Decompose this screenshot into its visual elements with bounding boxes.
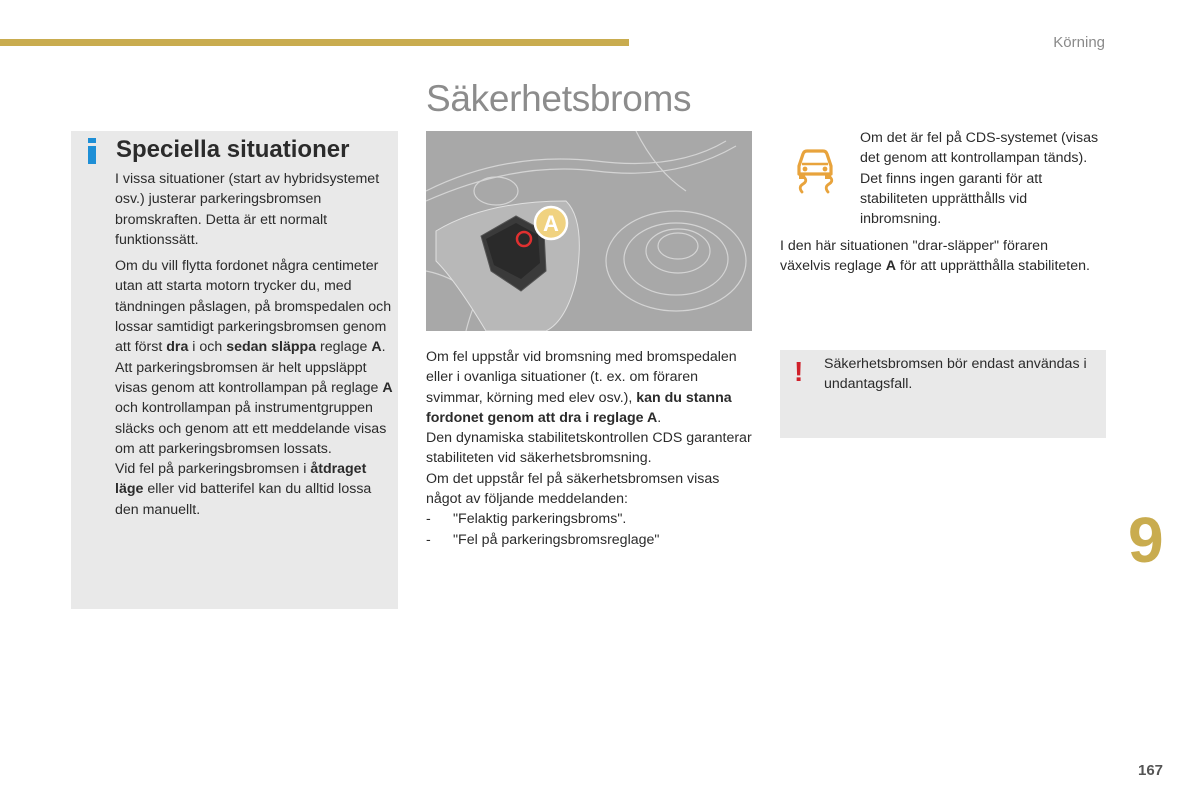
- page-number: 167: [1138, 762, 1164, 779]
- console-photo: [426, 131, 752, 331]
- bold-run: åtdraget läge: [115, 461, 367, 498]
- right-paragraph: [780, 236, 1100, 277]
- text-run: I den här situationen "drar-släpper" föraren växelvis reglage: [780, 238, 1048, 275]
- cds-paragraph: [860, 128, 1110, 229]
- list-dash: -: [426, 511, 431, 528]
- info-body: [115, 169, 395, 520]
- warning-icon: !: [794, 356, 804, 387]
- bold-run: kan du stanna fordonet genom att dra i reglage A: [426, 389, 732, 426]
- list-text: "Felaktig parkeringsbroms".: [453, 511, 627, 528]
- text-run: . Att parkeringsbromsen är helt uppsläppt visas genom att kontrollampan på reglage: [115, 339, 386, 396]
- page-title: Säkerhetsbroms: [426, 78, 692, 119]
- parking-brake-illustration: [426, 131, 752, 331]
- info-paragraph: [115, 256, 395, 459]
- text-run: och kontrollampan på instrumentgruppen släcks och genom att ett meddelande visas om att parkeringsbromsen lossats.: [115, 400, 387, 457]
- list-text: "Fel på parkeringsbromsreglage": [453, 531, 660, 548]
- warning-box: [780, 350, 1106, 438]
- text-run: Om fel uppstår vid bromsning med bromspedalen eller i ovanliga situationer (t. ex. om föraren svimmar, körning med elev osv.),: [426, 349, 737, 406]
- text-run: reglage: [316, 339, 372, 356]
- bold-run: A: [371, 339, 382, 356]
- middle-paragraph: Om det uppstår fel på säkerhetsbromsen visas något av följande meddelanden:: [426, 470, 720, 508]
- skid-warning-icon: [787, 140, 843, 196]
- text-run: Om du vill flytta fordonet några centimeter utan att starta motorn trycker du, med tändningen påslagen, på bromspedalen och lossar samtidigt parkeringsbromsen genom att först: [115, 258, 392, 356]
- middle-paragraph: Den dynamiska stabilitetskontrollen CDS garanterar stabiliteten vid säkerhetsbromsning.: [426, 430, 752, 467]
- info-box: [71, 131, 398, 609]
- list-item: [426, 509, 756, 529]
- list-item: [426, 530, 756, 550]
- text-run: .: [657, 409, 662, 426]
- chapter-number: 9: [1128, 504, 1164, 576]
- section-label: Körning: [1053, 34, 1105, 51]
- info-paragraph: [115, 459, 395, 520]
- bold-run: A: [885, 258, 896, 275]
- bold-run: A: [382, 379, 393, 396]
- photo-label-A: A: [543, 211, 559, 236]
- info-paragraph: I vissa situationer (start av hybridsystemet osv.) justerar parkeringsbromsen bromskraften. Detta är ett normalt funktionssätt.: [115, 171, 380, 248]
- middle-column: [426, 347, 756, 550]
- right-text: [780, 236, 1100, 277]
- info-heading: Speciella situationer: [116, 136, 350, 163]
- text-run: eller vid batterifel kan du alltid lossa den manuellt.: [115, 481, 372, 518]
- cds-text: Om det är fel på CDS-systemet (visas det genom att kontrollampan tänds). Det finns ingen garanti för att stabiliteten upprätthålls vid inbromsning.: [860, 130, 1099, 228]
- bold-run: dra: [166, 339, 189, 356]
- list-dash: -: [426, 531, 431, 548]
- text-run: för att upprätthålla stabiliteten.: [895, 258, 1090, 275]
- header-accent-bar: [0, 39, 629, 46]
- text-run: i och: [188, 339, 227, 356]
- middle-paragraph: [426, 347, 756, 428]
- text-run: Vid fel på parkeringsbromsen i: [115, 461, 311, 478]
- bold-run: sedan släppa: [226, 339, 317, 356]
- info-icon: [87, 138, 97, 170]
- warning-text: Säkerhetsbromsen bör endast användas i undantagsfall.: [824, 356, 1087, 393]
- info-icon-glyph: [87, 138, 97, 164]
